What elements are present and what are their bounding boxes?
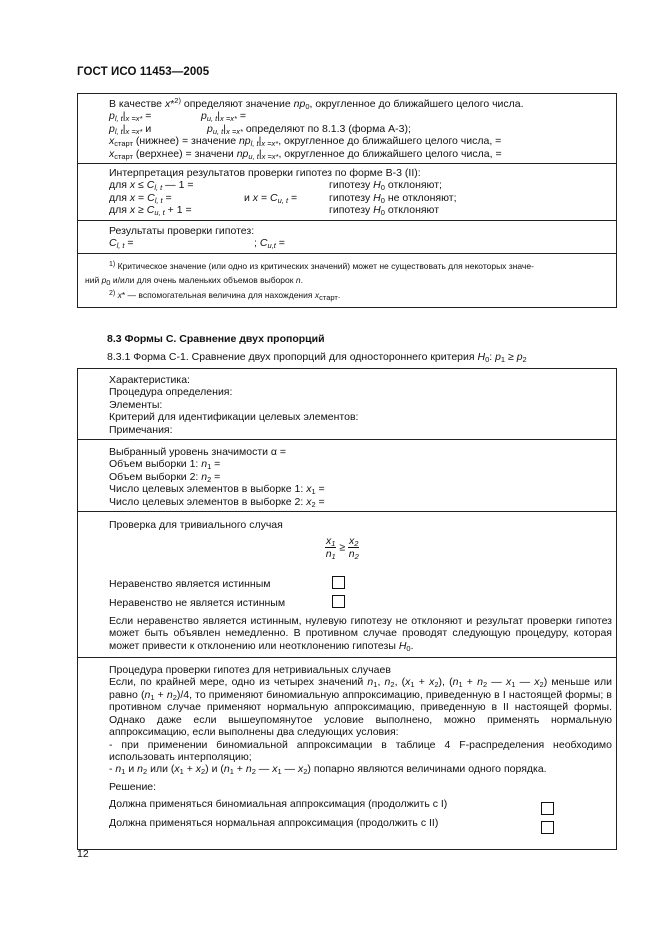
characteristics-section: Характеристика: Процедура определения: Элементы: Критерий для идентификации целевых элементов: Примечания: <box>78 369 616 440</box>
for-label: для <box>109 191 127 204</box>
start-sub: старт <box>114 151 133 161</box>
footnotes: $^{1)}$ Критическое значение (или одно из критических значений) может не существовать для некоторых значе- ний $p_0$ и/или для очень маленьких объемов выборок n. $^{2)}$ x* — вспомогательная величина для нахождения $x_{старт}$. <box>85 261 534 303</box>
section-heading: 8.3 Формы С. Сравнение двух пропорций <box>107 333 325 345</box>
form-c1 <box>77 368 617 850</box>
hyp-label-2: гипотезу <box>329 204 371 217</box>
normal-approx-checkbox[interactable] <box>541 821 554 834</box>
inequality-true-checkbox[interactable] <box>332 576 345 589</box>
start-values-section: В качестве x*$^{2)}$ определяют значение $np_0$, округленное до ближайшего целого числа. $p_{l, t}|_{x =x*}$ = $p_{u, t}|_{x =x*}$ = $p_{l, t}|_{x =x*}$ и $p_{u, t}|_{x =x*}$ определяют по 8.1.3 (форма А-3); $x_{старт}$ (нижнее) = значение $np_{l, t}|_{x =x*}$, округленное до ближайшего целого числа, = $x_{старт}$ (верхнее) = значени $np_{u, t}|_{x =x*}$, округленное до ближайшего целого числа, = <box>78 94 616 164</box>
inequality-false-checkbox[interactable] <box>332 595 345 608</box>
nontrivial-case-section: Процедура проверки гипотез для нетривиальных случаев Если, по крайней мере, одно из четырех значений $n_1$, $n_2$, $(x_1 + x_2)$, ($n_1 + n_2$ — $x_1$ — $x_2$) меньше или равно $(n_1 + n_2)/4$, то применяют биномиальную аппроксимацию, приведенную в I настоящей формы; в противном случае применяют нормальную аппроксимацию, приведенную в II настоящей формы. Однако даже если вышеупомянутое условие выполнено, можно применять нормальную аппроксимацию, если выполнены два следующих условия: - при применении биномиальной аппроксимации в таблице 4 F-распределения необходимо использовать интерполяцию; - $n_1$ и $n_2$ или $(x_1 + x_2)$ и ($n_1 + n_2$ — $x_1$ — $x_2$) попарно являются величинами одного порядка. Решение: Должна применяться биномиальная аппроксимация (продолжить с I) Должна применяться нормальная аппроксимация (продолжить с II) <box>78 658 616 849</box>
trivial-case-section: Проверка для тривиального случая $\frac{x_1}{n_1}$ ≥ $\frac{x_2}{n_2}$ Неравенство является истинным Неравенство не является истинным Если неравенство является истинным, нулевую гипотезу не отклоняют и результат проверки гипотез может быть объявлен немедленно. В противном случае проводят следующую процедуру, которая может привести к отклонению или неотклонению гипотезы $H_0$. <box>78 512 616 658</box>
binomial-approx-checkbox[interactable] <box>541 802 554 815</box>
hyp-label: гипотезу <box>329 191 371 204</box>
page-number: 12 <box>77 848 89 860</box>
interpretation-section: Интерпретация результатов проверки гипотез по форме В-3 (II): для $x \le C_{l, t}$ — 1 = гипотезу $H_0$ отклоняют; для $x = C_{l, t}$ = и $x = C_{u, t}$ = гипотезу $H_0$ не отклоняют; для $x \ge C_{u, t} + 1$ = гипотезу $H_0$ отклоняют <box>78 164 616 221</box>
form-b3-continuation <box>77 93 617 308</box>
page-header: ГОСТ ИСО 11453—2005 <box>77 66 210 78</box>
for-label-2: для <box>109 204 127 217</box>
sample-values-section: Выбранный уровень значимости α = Объем выборки 1: $n_1$ = Объем выборки 2: $n_2$ = Число целевых элементов в выборке 1: $x_1$ = Число целевых элементов в выборке 2: $x_2$ = <box>78 440 616 512</box>
results-section: Результаты проверки гипотез: $C_{l, t}$ = ; $C_{u,t}$ = <box>78 221 616 255</box>
inequality-formula: $\frac{x_1}{n_1}$ ≥ $\frac{x_2}{n_2}$ <box>325 535 359 562</box>
subsection-heading: 8.3.1 Форма С-1. Сравнение двух пропорций для одностороннего критерия $H_0$: $p_1 \ge p_2$ <box>107 351 527 364</box>
